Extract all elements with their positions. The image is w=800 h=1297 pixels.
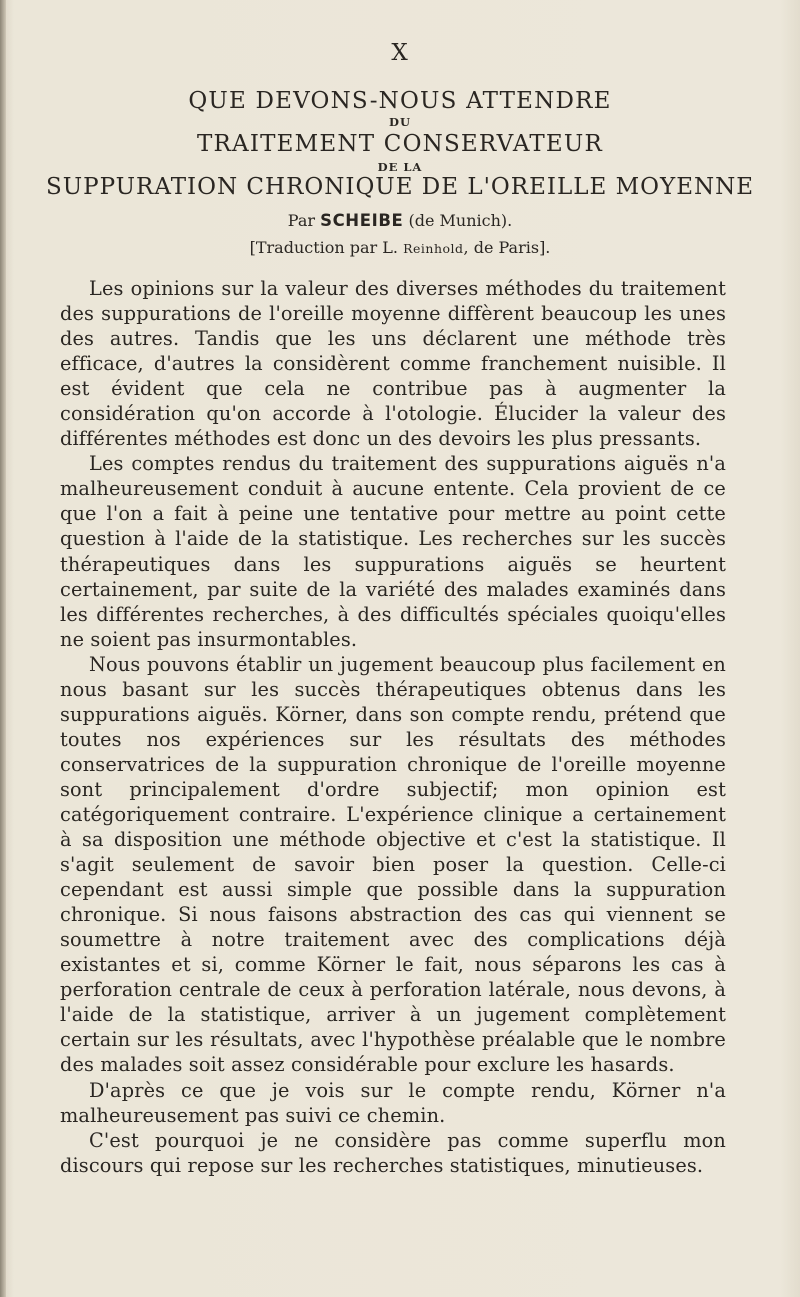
title-line-3: SUPPURATION CHRONIQUE DE L'OREILLE MOYENNE <box>45 174 755 200</box>
paragraph: Les opinions sur la valeur des diverses méthodes du traitement des suppurations de l'oreille moyenne diffèrent beaucoup les unes des autres. Tandis que les uns déclarent une méthode très efficace, d'autres la considèrent comme franchement nuisible. Il est évident que cela ne contribue pas à augmenter la considération qu'on accorde à l'otologie. Élucider la valeur des différentes méthodes est donc un des devoirs les plus pressants. <box>60 277 726 451</box>
chapter-number: X <box>391 40 409 66</box>
title-line-2: TRAITEMENT CONSERVATEUR <box>196 131 604 157</box>
paragraph: Nous pouvons établir un jugement beaucoup plus facilement en nous basant sur les succès thérapeutiques obtenus dans les suppurations aiguës. Körner, dans son compte rendu, prétend que toutes nos expériences sur les résultats des méthodes conservatrices de la suppuration chronique de l'oreille moyenne sont principalement d'ordre subjectif; mon opinion est catégoriquement contraire. L'expérience clinique a certainement à sa disposition une méthode objective et c'est la statistique. Il s'agit seulement de savoir bien poser la question. Celle-ci cependant est aussi simple que possible dans la suppuration chronique. Si nous faisons abstraction des cas qui viennent se soumettre à notre traitement avec des complications déjà existantes et si, comme Körner le fait, nous séparons les cas à perforation centrale de ceux à perforation latérale, nous devons, à l'aide de la statistique, arriver à un jugement complètement certain sur les résultats, avec l'hypothèse préalable que le nombre des malades soit assez considérable pour exclure les hasards. <box>60 652 726 1077</box>
author-suffix: (de Munich). <box>408 211 513 230</box>
translation-credit <box>0 238 800 257</box>
title-connector-du: DU <box>388 115 411 129</box>
paragraph: C'est pourquoi je ne considère pas comme superflu mon discours qui repose sur les recherches statistiques, minutieuses. <box>60 1128 726 1177</box>
paragraph: Les comptes rendus du traitement des suppurations aiguës n'a malheureusement conduit à aucune entente. Cela provient de ce que l'on a fait à peine une tentative pour mettre au point cette question à l'aide de la statistique. Les recherches sur les succès thérapeutiques dans les suppurations aiguës se heurtent certainement, par suite de la variété des malades examinés dans les différentes recherches, à des difficultés spéciales quoiqu'elles ne soient pas insurmontables. <box>60 452 726 651</box>
title-line-1: QUE DEVONS-NOUS ATTENDRE <box>188 88 612 114</box>
author-name: SCHEIBE <box>320 211 404 230</box>
paragraph: D'après ce que je vois sur le compte rendu, Körner n'a malheureusement pas suivi ce chemin. <box>60 1078 726 1127</box>
body-text <box>60 276 726 1178</box>
title-connector-de-la: DE LA <box>377 160 423 174</box>
author-line <box>0 211 800 230</box>
translation-prefix: [Traduction par L. <box>249 238 398 257</box>
translator-name: Reinhold <box>403 241 464 256</box>
translation-suffix: , de Paris]. <box>463 238 551 257</box>
author-prefix: Par <box>287 211 316 230</box>
